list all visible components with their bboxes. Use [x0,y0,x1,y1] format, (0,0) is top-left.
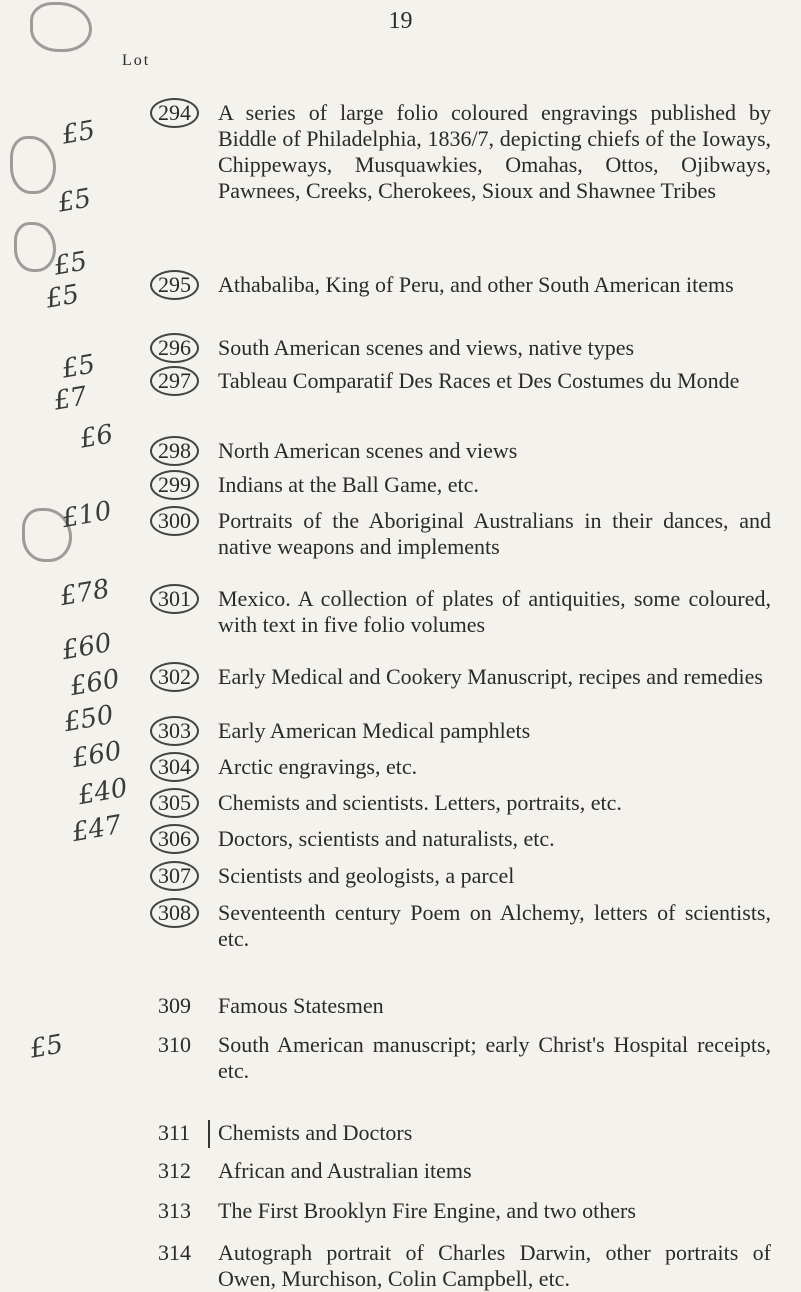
handwritten-price: £5 [51,246,90,282]
lot-number: 314 [158,1240,191,1265]
handwritten-price: £10 [59,495,114,535]
lot-number: 299 [150,470,199,500]
lot-description: Tableau Comparatif Des Races et Des Costumes du Monde [218,368,740,393]
bracket-mark [208,1120,210,1148]
lot-number: 306 [150,824,199,854]
lot-description: Early American Medical pamphlets [218,718,531,743]
handwritten-price: £60 [59,627,114,667]
lot-number: 304 [150,752,199,782]
handwritten-price: £5 [59,349,98,385]
lot-column-heading: Lot [122,52,151,69]
page-number: 19 [388,8,413,34]
handwritten-price: £40 [75,772,130,812]
handwritten-price: £5 [59,115,98,151]
handwritten-price: £5 [55,183,94,219]
lot-description: African and Australian items [218,1158,472,1183]
lot-number: 302 [150,662,199,692]
margin-scrawl [14,222,56,272]
lot-description: Seventeenth century Poem on Alchemy, letters of scientists, etc. [218,900,771,951]
lot-number: 294 [150,98,199,128]
lot-description: Chemists and scientists. Letters, portraits, etc. [218,790,622,815]
lot-description: Early Medical and Cookery Manuscript, recipes and remedies [218,664,763,689]
handwritten-price: £47 [69,809,124,849]
margin-scrawl [30,2,92,52]
lot-number: 303 [150,716,199,746]
lot-number: 308 [150,898,199,928]
lot-description: Athabaliba, King of Peru, and other South American items [218,272,734,297]
lot-number: 301 [150,584,199,614]
lot-description: Chemists and Doctors [218,1120,413,1145]
handwritten-price: £5 [27,1029,66,1065]
lot-number: 310 [158,1032,191,1057]
lot-description: Arctic engravings, etc. [218,754,418,779]
handwritten-price: £7 [51,381,90,417]
lot-number: 312 [158,1158,191,1183]
lot-description: Autograph portrait of Charles Darwin, other portraits of Owen, Murchison, Colin Campbell, etc. [218,1240,771,1291]
lot-description: The First Brooklyn Fire Engine, and two others [218,1198,636,1223]
lot-description: South American manuscript; early Christ's Hospital receipts, etc. [218,1032,771,1083]
handwritten-price: £78 [57,573,112,613]
lot-description: North American scenes and views [218,438,518,463]
lot-number: 300 [150,506,199,536]
lot-description: Portraits of the Aboriginal Australians in their dances, and native weapons and implements [218,508,771,559]
lot-description: A series of large folio coloured engravings published by Biddle of Philadelphia, 1836/7, depicting chiefs of the Ioways, Chippeways, Musquawkies, Omahas, Ottos, Ojibways, Pawnees, Creeks, Cherokees, Sioux and Shawnee Tribes [218,100,771,203]
margin-scrawl [10,136,56,194]
lot-description: Famous Statesmen [218,993,384,1018]
lot-description: Doctors, scientists and naturalists, etc. [218,826,555,851]
lot-number: 296 [150,333,199,363]
lot-description: South American scenes and views, native types [218,335,635,360]
lot-number: 295 [150,270,199,300]
handwritten-price: £6 [77,419,116,455]
handwritten-price: £60 [67,663,122,703]
lot-number: 307 [150,861,199,891]
handwritten-price: £60 [69,735,124,775]
lot-number: 309 [158,993,191,1018]
lot-number: 305 [150,788,199,818]
handwritten-price: £5 [43,279,82,315]
lot-description: Indians at the Ball Game, etc. [218,472,479,497]
lot-description: Mexico. A collection of plates of antiquities, some coloured, with text in five folio volumes [218,586,771,637]
lot-number: 311 [158,1120,191,1145]
lot-number: 297 [150,366,199,396]
lot-number: 298 [150,436,199,466]
lot-number: 313 [158,1198,191,1223]
lot-description: Scientists and geologists, a parcel [218,863,515,888]
handwritten-price: £50 [61,699,116,739]
